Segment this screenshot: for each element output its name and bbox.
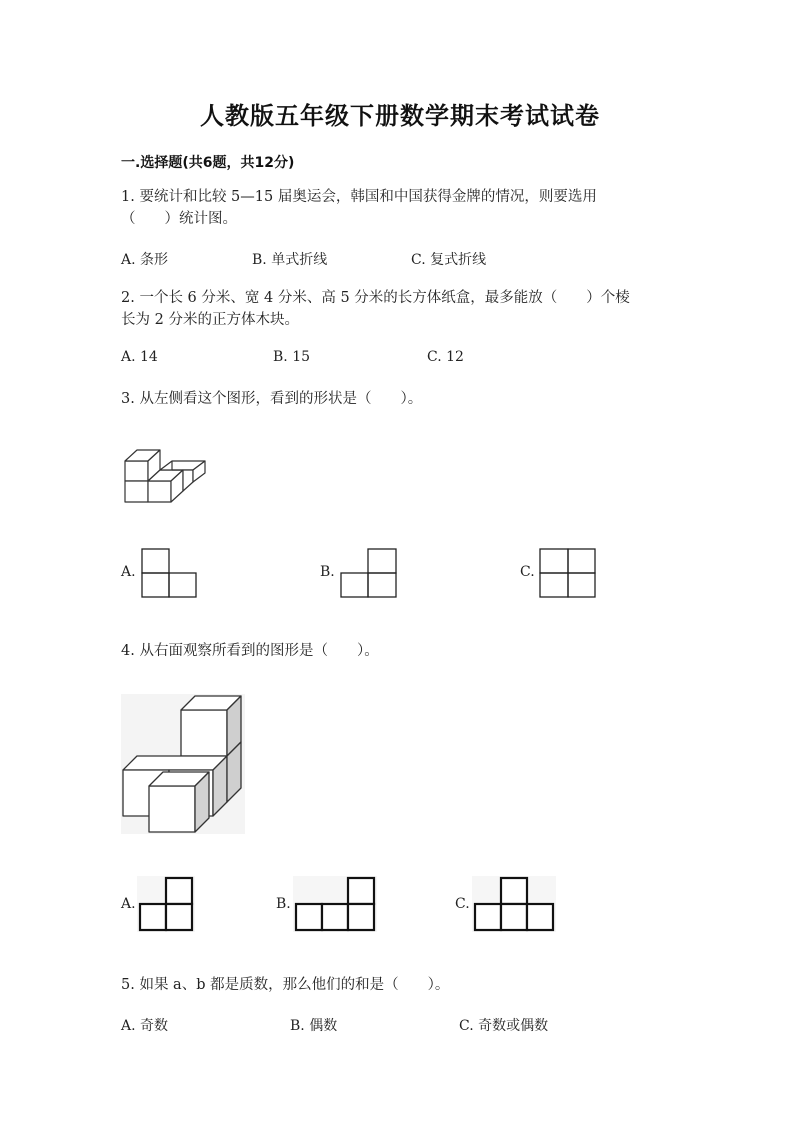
question-2-text: 2. 一个长 6 分米、宽 4 分米、高 5 分米的长方体纸盒，最多能放（ ）个棱: [121, 290, 630, 306]
question-5-text: 5. 如果 a、b 都是质数，那么他们的和是（ ）。: [121, 977, 450, 993]
question-2-option-b[interactable]: B. 15: [273, 349, 311, 365]
question-5-option-a[interactable]: A. 奇数: [121, 1018, 169, 1034]
question-1-option-a[interactable]: A. 条形: [121, 252, 169, 268]
question-3-option-b[interactable]: B.: [320, 564, 335, 580]
question-1-option-b[interactable]: B. 单式折线: [252, 252, 328, 268]
question-4-option-a-shape[interactable]: [137, 876, 195, 932]
question-3-option-c-shape[interactable]: [539, 548, 597, 598]
question-1-option-c[interactable]: C. 复式折线: [411, 252, 487, 268]
question-3-solid-figure: [120, 444, 210, 506]
question-3-option-c[interactable]: C.: [520, 564, 535, 580]
page-title: 人教版五年级下册数学期末考试试卷: [200, 102, 600, 130]
question-4-option-b-shape[interactable]: [293, 876, 377, 932]
question-2-option-a[interactable]: A. 14: [121, 349, 158, 365]
question-3-option-a-shape[interactable]: [141, 548, 199, 598]
question-1-text-cont: （ ）统计图。: [121, 211, 237, 227]
question-5-option-c[interactable]: C. 奇数或偶数: [459, 1018, 549, 1034]
question-3-text: 3. 从左侧看这个图形，看到的形状是（ ）。: [121, 391, 423, 407]
question-4-option-b[interactable]: B.: [276, 896, 291, 912]
question-4-option-c-shape[interactable]: [472, 876, 556, 932]
question-4-text: 4. 从右面观察所看到的图形是（ ）。: [121, 643, 379, 659]
section-heading: 一.选择题(共6题，共12分): [121, 155, 295, 171]
question-2-option-c[interactable]: C. 12: [427, 349, 464, 365]
question-4-solid-figure: [121, 694, 245, 834]
question-2-text-cont: 长为 2 分米的正方体木块。: [121, 312, 299, 328]
question-3-option-b-shape[interactable]: [340, 548, 398, 598]
question-4-option-a[interactable]: A.: [121, 896, 136, 912]
question-3-option-a[interactable]: A.: [121, 564, 136, 580]
question-5-option-b[interactable]: B. 偶数: [290, 1018, 338, 1034]
question-1-text: 1. 要统计和比较 5—15 届奥运会，韩国和中国获得金牌的情况，则要选用: [121, 189, 597, 205]
question-4-option-c[interactable]: C.: [455, 896, 470, 912]
